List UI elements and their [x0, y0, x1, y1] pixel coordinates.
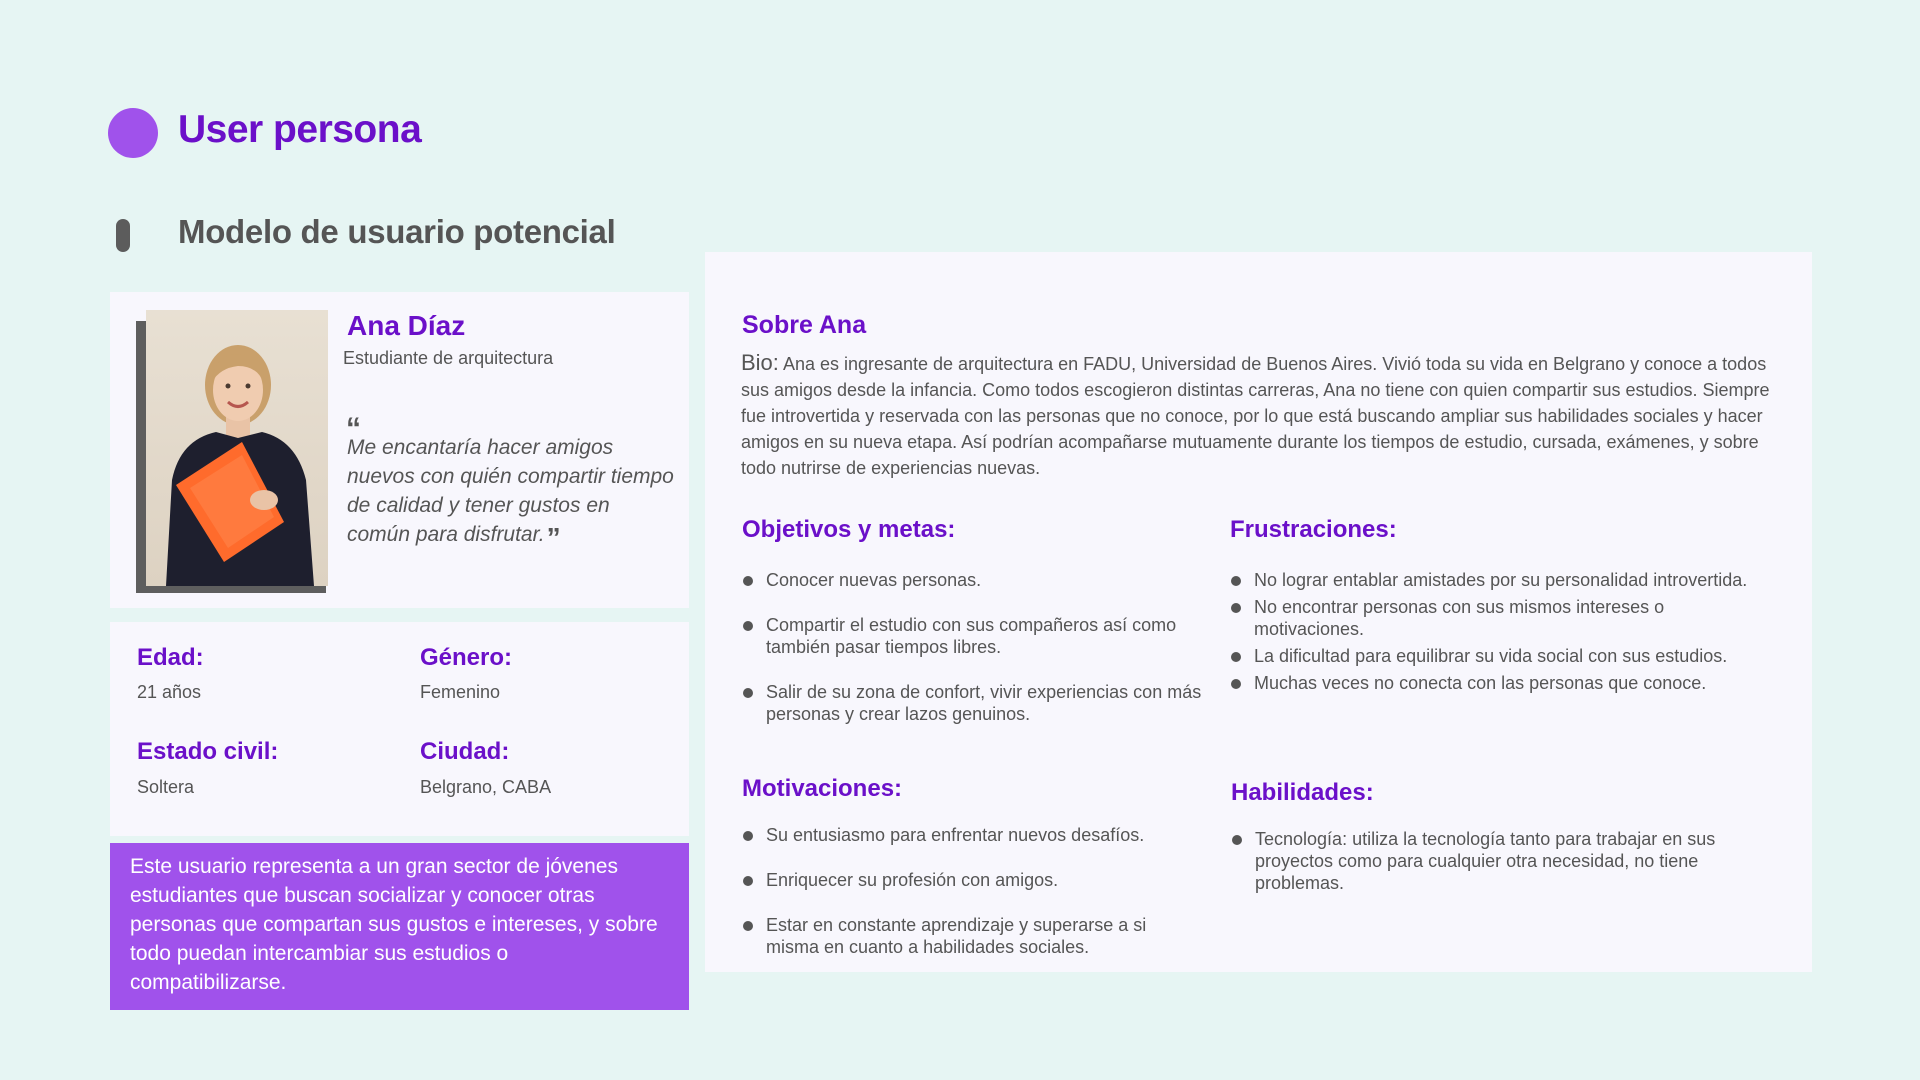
- user-summary: Este usuario representa a un gran sector de jóvenes estudiantes que buscan socializar y conocer otras personas que compartan sus gustos e intereses, y sobre todo puedan intercambiar sus estudios o compatibilizarse.: [110, 843, 689, 1010]
- quote-open-icon: “: [346, 412, 361, 445]
- persona-photo: [146, 310, 328, 586]
- persona-name: Ana Díaz: [347, 310, 466, 341]
- motivation-item: Enriquecer su profesión con amigos.: [742, 869, 1182, 891]
- page-title: User persona: [178, 108, 422, 151]
- subtitle-bullet-pill: [116, 219, 130, 252]
- bio-label: Bio:: [741, 350, 779, 375]
- city-label: Ciudad:: [420, 738, 510, 765]
- motivation-item: Estar en constante aprendizaje y superarse a si misma en cuanto a habilidades sociales.: [742, 914, 1182, 958]
- gender-label: Género:: [420, 644, 513, 671]
- quote-close-icon: ”: [546, 522, 561, 553]
- frustration-item: No encontrar personas con sus mismos intereses o motivaciones.: [1230, 596, 1750, 640]
- frustration-item: Muchas veces no conecta con las personas que conoce.: [1230, 672, 1750, 694]
- persona-illustration: [146, 310, 328, 586]
- age-value: 21 años: [137, 682, 202, 702]
- bio-text: Ana es ingresante de arquitectura en FADU, Universidad de Buenos Aires. Vivió toda su vida en Belgrano y conoce a todos sus amigos desde la infancia. Como todos escogieron distintas carreras, Ana no tiene con quien compartir sus estudios. Siempre fue introvertida y reservada con las personas que no conoce, por lo que está buscando ampliar sus habilidades sociales y hacer amigos en su nueva etapa. Así podrían acompañarse mutuamente durante los tiempos de estudio, cursada, exámenes, y sobre todo nutrirse de experiencias nuevas.: [741, 354, 1770, 478]
- persona-quote: [347, 433, 677, 552]
- page-subtitle: Modelo de usuario potencial: [178, 213, 616, 250]
- motivations-list: [742, 824, 1182, 958]
- motivation-item: Su entusiasmo para enfrentar nuevos desafíos.: [742, 824, 1182, 846]
- skill-item: Tecnología: utiliza la tecnología tanto para trabajar en sus proyectos como para cualquier otra necesidad, no tiene problemas.: [1231, 828, 1741, 894]
- gender-value: Femenino: [420, 682, 501, 702]
- about-title: Sobre Ana: [742, 311, 867, 339]
- skills-list: [1231, 828, 1741, 894]
- profile-card: [110, 292, 689, 608]
- about-card: [705, 252, 1812, 972]
- persona-role: Estudiante de arquitectura: [343, 348, 554, 368]
- demographics-card: [110, 622, 689, 836]
- goal-item: Conocer nuevas personas.: [742, 569, 1212, 591]
- goals-title: Objetivos y metas:: [742, 516, 956, 543]
- title-bullet-dot: [108, 108, 158, 158]
- marital-status-label: Estado civil:: [137, 738, 279, 765]
- persona-quote-text: Me encantaría hacer amigos nuevos con quién compartir tiempo de calidad y tener gustos en común para disfrutar.: [347, 436, 674, 546]
- goal-item: Compartir el estudio con sus compañeros así como también pasar tiempos libres.: [742, 614, 1212, 658]
- city-value: Belgrano, CABA: [420, 777, 552, 797]
- frustration-item: La dificultad para equilibrar su vida social con sus estudios.: [1230, 645, 1750, 667]
- goals-list: [742, 569, 1212, 725]
- frustrations-title: Frustraciones:: [1230, 516, 1397, 543]
- motivations-title: Motivaciones:: [742, 775, 903, 802]
- frustrations-list: [1230, 569, 1750, 694]
- bio: [741, 350, 1781, 481]
- age-label: Edad:: [137, 644, 204, 671]
- goal-item: Salir de su zona de confort, vivir experiencias con más personas y crear lazos genuinos.: [742, 681, 1212, 725]
- skills-title: Habilidades:: [1231, 779, 1374, 806]
- marital-status-value: Soltera: [137, 777, 195, 797]
- frustration-item: No lograr entablar amistades por su personalidad introvertida.: [1230, 569, 1750, 591]
